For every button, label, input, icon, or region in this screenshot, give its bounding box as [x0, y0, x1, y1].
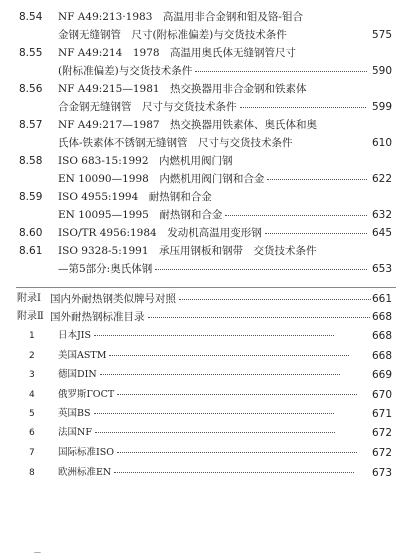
appendix-label: 附录Ⅰ [17, 293, 41, 304]
entry-title-text: (附标准偏差)与交货技术条件 [58, 65, 193, 77]
entry-title-text: —第5部分:奥氏体钢 [58, 263, 153, 275]
entry-page: 632 [372, 209, 393, 221]
entry-title-line-2 [58, 62, 367, 80]
sub-entry-title [58, 464, 371, 482]
appendix-page: 661 [372, 293, 393, 305]
entry-number: 8.58 [19, 155, 43, 167]
dot-leader [240, 107, 368, 108]
sub-entry [0, 386, 411, 404]
entry-title-line-1: NF A49:217—1987 热交换器用铁素体、奥氏体和奥 [58, 119, 318, 131]
sub-entry [0, 444, 411, 462]
dot-leader [94, 413, 334, 414]
sub-entry-title-text: 国际标准ISO [58, 447, 115, 458]
sub-entry-page: 668 [372, 350, 393, 362]
sub-entry-title [58, 366, 371, 384]
sub-entry-page: 668 [372, 330, 393, 342]
entry-title-line-2: 金钢无缝钢管 尺寸(附标准偏差)与交货技术条件 [58, 29, 287, 41]
appendix-title-text: 国外耐热钢标准目录 [50, 311, 145, 323]
appendix-title [50, 308, 371, 326]
sub-entry-title-text: 俄罗斯ГОСТ [58, 389, 115, 400]
entry-number: 8.59 [19, 191, 43, 203]
toc-entry [0, 8, 411, 26]
sub-entry-title [58, 444, 371, 462]
toc-entry-continuation [0, 98, 411, 116]
appendix-label: 附录Ⅱ [17, 311, 44, 322]
sub-entry-number: 3 [29, 370, 35, 380]
entry-number: 8.57 [19, 119, 43, 131]
appendix-title-text: 国内外耐热钢类似牌号对照 [50, 293, 176, 305]
entry-title-line-2: 氏体-铁素体不锈钢无缝钢管 尺寸与交货技术条件 [58, 137, 293, 149]
dot-leader [155, 269, 367, 270]
appendix-title [50, 290, 371, 308]
sub-entry-page: 672 [372, 447, 393, 459]
toc-entry [0, 80, 411, 98]
entry-title-line-2 [58, 206, 367, 224]
entry-page: 599 [372, 101, 393, 113]
sub-entry [0, 347, 411, 365]
entry-page: 575 [372, 29, 393, 41]
sub-entry [0, 366, 411, 384]
entry-page: 653 [372, 263, 393, 275]
entry-number: 8.60 [19, 227, 43, 239]
entry-title-line-2 [58, 260, 367, 278]
entry-title-text: 合金钢无缝钢管 尺寸与交货技术条件 [58, 101, 237, 113]
toc-entry [0, 152, 411, 170]
dot-leader [109, 355, 349, 356]
entry-title-line-1: ISO 683-15:1992 内燃机用阀门钢 [58, 155, 233, 167]
entry-title-text: EN 10090—1998 内燃机用阀门钢和合金 [58, 173, 265, 185]
sub-entry-title [58, 386, 371, 404]
entry-page: 610 [372, 137, 393, 149]
sub-entry-number: 7 [29, 448, 35, 458]
sub-entry-page: 673 [372, 467, 393, 479]
sub-entry-page: 670 [372, 389, 393, 401]
toc-entry-continuation [0, 170, 411, 188]
dot-leader [225, 215, 367, 216]
entry-page: 622 [372, 173, 393, 185]
entry-title-text: EN 10095—1995 耐热钢和合金 [58, 209, 223, 221]
sub-entry-title-text: 欧洲标准EN [58, 467, 112, 478]
entry-title-line-1: NF A49:214 1978 高温用奥氏体无缝钢管尺寸 [58, 47, 297, 59]
dot-leader [117, 452, 357, 453]
dot-leader [95, 432, 335, 433]
dot-leader [117, 394, 357, 395]
entry-number: 8.56 [19, 83, 43, 95]
sub-entry-title-text: 英国BS [58, 408, 91, 419]
sub-entry [0, 327, 411, 345]
entry-number: 8.55 [19, 47, 43, 59]
toc-entry-continuation [0, 134, 411, 152]
sub-entry-title [58, 327, 371, 345]
entry-title-text: ISO/TR 4956:1984 发动机高温用变形钢 [58, 227, 262, 239]
appendix-page: 668 [372, 311, 393, 323]
sub-entry-number: 8 [29, 468, 35, 478]
entry-title-line-1: NF A49:213·1983 高温用非合金钢和钼及铬-钼合 [58, 11, 303, 23]
toc-entry [0, 242, 411, 260]
sub-entry [0, 424, 411, 442]
entry-number: 8.54 [19, 11, 43, 23]
sub-entry-page: 672 [372, 427, 393, 439]
appendix-entry [0, 290, 411, 308]
toc-entry-continuation [0, 62, 411, 80]
toc-entry-continuation [0, 26, 411, 44]
sub-entry-title-text: 美国ASTM [58, 350, 107, 361]
sub-entry [0, 405, 411, 423]
dot-leader [114, 472, 354, 473]
entry-title-line-1: ISO 9328-5:1991 承压用钢板和钢带 交货技术条件 [58, 245, 317, 257]
entry-title-line-2 [58, 98, 367, 116]
toc-entry-continuation [0, 206, 411, 224]
sub-entry-number: 4 [29, 390, 35, 400]
sub-entry-number: 6 [29, 428, 35, 438]
entry-number: 8.61 [19, 245, 43, 257]
sub-entry-number: 1 [29, 331, 35, 341]
dot-leader [267, 179, 367, 180]
entry-title-line-1: ISO 4955:1994 耐热钢和合金 [58, 191, 212, 203]
entry-title-line-1: NF A49:215—1981 热交换器用非合金钢和铁素体 [58, 83, 307, 95]
sub-entry-page: 669 [372, 369, 393, 381]
sub-entry [0, 464, 411, 482]
entry-page: 590 [372, 65, 393, 77]
toc-entry [0, 116, 411, 134]
dot-leader [265, 233, 367, 234]
sub-entry-page: 671 [372, 408, 393, 420]
sub-entry-number: 5 [29, 409, 35, 419]
section-divider [16, 287, 396, 288]
sub-entry-title [58, 347, 371, 365]
dot-leader [179, 299, 371, 300]
toc-entry [0, 224, 411, 242]
toc-entry [0, 188, 411, 206]
toc-entry [0, 44, 411, 62]
sub-entry-title-text: 日本JIS [58, 330, 92, 341]
entry-title-line-2 [58, 170, 367, 188]
toc-entry-continuation [0, 260, 411, 278]
sub-entry-title [58, 405, 371, 423]
page-footer-mark: — [34, 548, 41, 556]
appendix-entry [0, 308, 411, 326]
entry-page: 645 [372, 227, 393, 239]
sub-entry-number: 2 [29, 351, 35, 361]
sub-entry-title-text: 德国DIN [58, 369, 97, 380]
sub-entry-title [58, 424, 371, 442]
sub-entry-title-text: 法国NF [58, 427, 92, 438]
dot-leader [148, 317, 372, 318]
dot-leader [100, 374, 340, 375]
dot-leader [94, 335, 334, 336]
dot-leader [195, 71, 367, 72]
entry-title-line-1 [58, 224, 367, 242]
